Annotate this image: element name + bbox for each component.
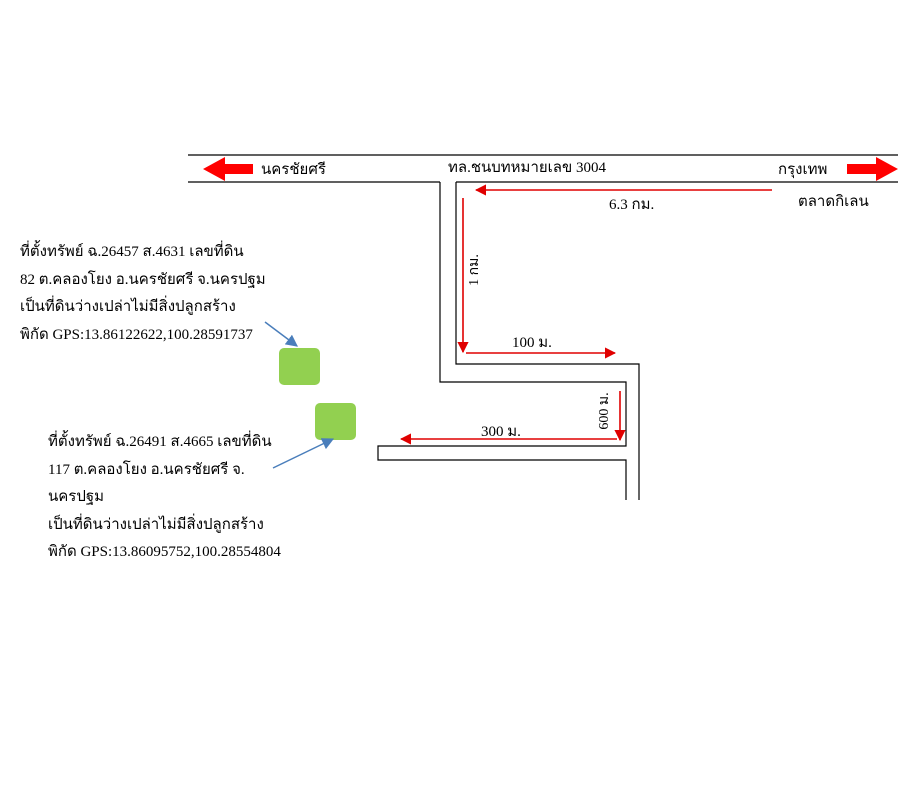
left-destination-label: นครชัยศรี <box>261 162 326 178</box>
plot-2-line: เป็นที่ดินว่างเปล่าไม่มีสิ่งปลูกสร้าง <box>48 516 264 533</box>
pointer-arrow-plot-1 <box>265 322 297 346</box>
plot-1-line: 82 ต.คลองโยง อ.นครชัยศรี จ.นครปฐม <box>20 271 266 288</box>
plot-marker-1 <box>279 348 320 385</box>
plot-1-line: พิกัด GPS:13.86122622,100.28591737 <box>20 326 253 343</box>
distance-label-1km: 1 กม. <box>467 254 482 286</box>
right-destination-label: กรุงเทพ <box>778 162 828 178</box>
plot-marker-2 <box>315 403 356 440</box>
landmark-label: ตลาดกิเลน <box>798 194 869 210</box>
plot-2-line: พิกัด GPS:13.86095752,100.28554804 <box>48 544 281 560</box>
left-direction-arrow <box>203 157 253 181</box>
side-road-left-edge <box>378 182 626 500</box>
road-outlines <box>188 155 898 500</box>
plot-2-line: นครปฐม <box>48 489 105 505</box>
plot-1-line: ที่ตั้งทรัพย์ ฉ.26457 ส.4631 เลขที่ดิน <box>20 244 244 260</box>
distance-label-600m: 600 ม. <box>597 392 612 430</box>
distance-label-300m: 300 ม. <box>481 424 521 440</box>
plot-2-line: ที่ตั้งทรัพย์ ฉ.26491 ส.4665 เลขที่ดิน <box>48 434 272 450</box>
right-direction-arrow <box>847 157 898 181</box>
plot-1-line: เป็นที่ดินว่างเปล่าไม่มีสิ่งปลูกสร้าง <box>20 299 236 315</box>
plot-2-info <box>48 429 281 567</box>
pointer-arrow-plot-2 <box>273 439 333 468</box>
main-road-label: ทล.ชนบทหมายเลข 3004 <box>448 160 606 176</box>
plot-2-line: 117 ต.คลองโยง อ.นครชัยศรี จ. <box>48 461 245 478</box>
distance-label-100m: 100 ม. <box>512 335 552 351</box>
distance-label-6-3km: 6.3 กม. <box>609 197 655 213</box>
route-arrows <box>401 190 772 440</box>
plot-1-info <box>20 239 266 349</box>
